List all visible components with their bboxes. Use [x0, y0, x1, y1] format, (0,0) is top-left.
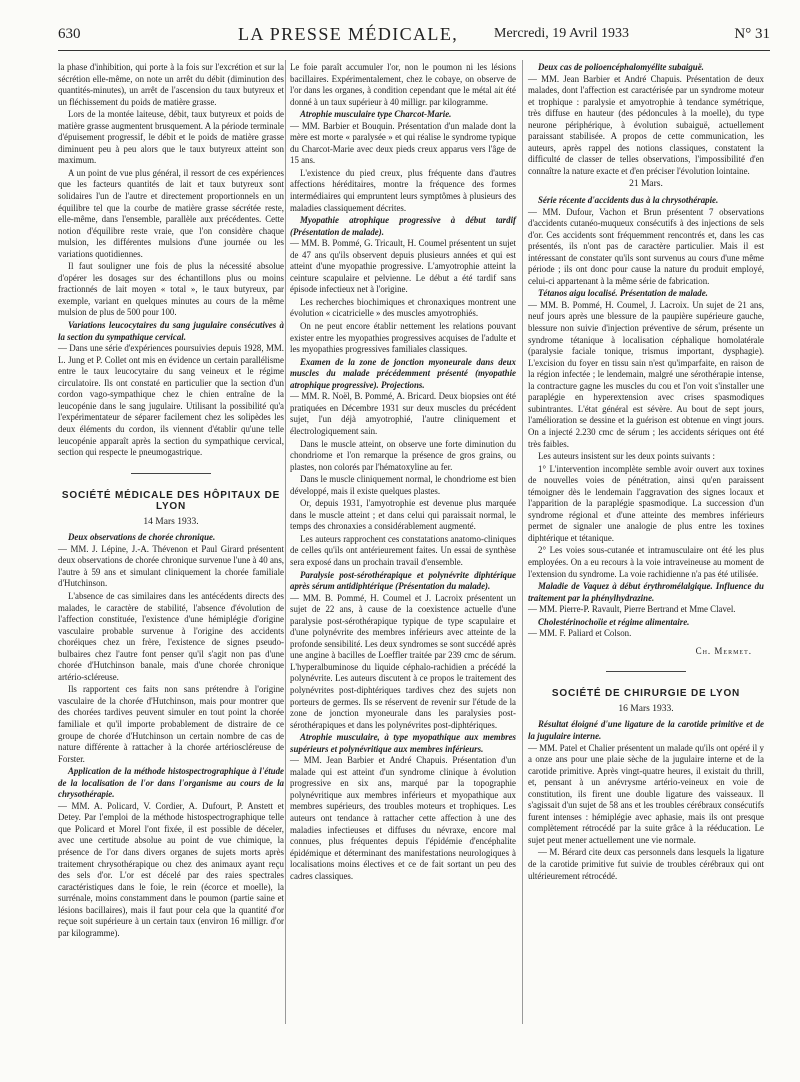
article-heading: Examen de la zone de jonction myoneurale dans deux muscles du malade précédemment présenté (myopathie atrophique progressive). Projections.	[290, 356, 516, 390]
issue-number: N° 31	[734, 26, 770, 42]
article-heading: Atrophie musculaire, à type myopathique aux membres supérieurs et polynévritique aux membres inférieurs.	[290, 732, 516, 754]
paragraph: — MM. J. Lépine, J.-A. Thévenon et Paul Girard présentent deux observations de chorée chronique survenue l'une à 40 ans, l'autre à 59 ans et simulant cliniquement la chorée familiale d'Hutchinson.	[58, 543, 284, 589]
paragraph: — MM. Jean Barbier et André Chapuis. Présentation de deux malades, dont l'affection est caractérisée par un syndrome moteur et trophique : paralysie et amyotrophie à tendance symétrique, très diffuse en hauteur (des pédoncules à la moelle), du type neurone périphérique, à évolution subaiguë, actuellement paraissant stabilisée. A propos de cette communication, les auteurs, après rappel des notions classiques, constatent la difficulté de classer de telles observations, l'impossibilité d'en connaître la nature exacte et d'en préciser l'évolution lointaine.	[528, 73, 764, 176]
session-date: 21 Mars.	[629, 179, 663, 190]
paragraph: Dans le muscle cliniquement normal, le chondriome est bien développé, mais il existe quelques plastes.	[290, 474, 516, 496]
paragraph: Le foie paraît accumuler l'or, non le poumon ni les lésions bacillaires. Expérimentalement, chez le cobaye, on observe de l'or dans les organes, à condition cependant que le métal ait été donné à un taux supérieur à 40 milligr. par kilogramme.	[290, 62, 516, 107]
paragraph: L'absence de cas similaires dans les antécédents directs des malades, le caractère de stabilité, l'absence d'évolution de l'affection constituée, l'existence d'une hémiplégie d'origine vasculaire probable survenue à l'origine des accidents choréiques chez un frère, l'existence de signes pseudo-bulbaires chez l'autre font penser qu'il s'agit non pas d'une chorée d'Hutchinson banale, mais d'une chorée chronique artério-scléreuse.	[58, 590, 284, 682]
paragraph: — MM. Pierre-P. Ravault, Pierre Bertrand et Mme Clavel.	[528, 604, 736, 615]
paragraph: Or, depuis 1931, l'amyotrophie est devenue plus marquée dans le muscle atteint ; et dans celui qui paraissait normal, le temps des chronaxies a considérablement augmenté.	[290, 498, 516, 532]
paragraph: A un point de vue plus général, il ressort de ces expériences que les facteurs quantités de lait et taux butyreux sont solidaires l'un de l'autre et directement proportionnels en un équilibre tel que la courbe de matière grasse sécrétée reste, elle-même, dans l'ensemble, parallèle aux précédentes. Cette notion d'équilibre reste vraie, que l'on considère chaque mulsion, les différentes mulsions d'une journée ou les variations quotidiennes.	[58, 167, 284, 259]
paragraph: — MM. F. Paliard et Colson.	[528, 628, 632, 639]
paragraph: — Dans une série d'expériences poursuivies depuis 1928, MM. L. Jung et P. Collet ont mis en évidence un certain parallélisme entre le taux leucocytaire du sang veineux et le régime circulatoire. Ils ont constaté en particulier que la section d'un cordon vago-sympathique chez le chien entraîne de la leucopénie dans le sang jugulaire. Utilisant la possibilité qu'a l'expérimentateur de séparer facilement chez les solipèdes les deux éléments du cordon, ils viennent d'établir qu'une telle leucopénie apparaît après la section du sympathique cervical, section qui respecte le pneumogastrique.	[58, 343, 284, 458]
session-date: 14 Mars 1933.	[143, 516, 199, 527]
column-3	[528, 62, 764, 883]
paragraph: — MM. B. Pommé, H. Coumel, J. Lacroix. Un sujet de 21 ans, neuf jours après une blessure de la paupière supérieure gauche, blessure non suivie d'injection préventive de sérum, présente un syndrome tétanique à localisation céphalique homolatérale (paralysie faciale tonique, trismus important, dysphagie). L'excision du foyer en tissu sain n'est qu'imparfaite, en raison de la région infectée ; le lendemain, malgré une sérothérapie intense, la contracture gagne les muscles du cou et l'on voit s'installer une paraplégie en hyperextension avec crises spasmodiques subintrantes. L'état général est sévère. Au bout de sept jours, l'amélioration se dessine et la guérison est obtenue en vingt jours. On a injecté 2.230 cmc de sérum ; les accidents sériques ont été très faibles.	[528, 299, 764, 449]
issue-date: Mercredi, 19 Avril 1933	[494, 26, 630, 41]
section-title: SOCIÉTÉ DE CHIRURGIE DE LYON	[551, 688, 741, 700]
paragraph: Ils rapportent ces faits non sans prétendre à l'origine vasculaire de la chorée d'Hutchinson, mais pour montrer que des chorées tardives peuvent simuler en tout point la chorée familiale et qu'il importe probablement de distraire de ce groupe de chorée d'Hutchinson un certain nombre de cas de nature différente à rattacher à la chorée artérioscléreuse de Forster.	[58, 684, 284, 764]
section-separator	[131, 473, 211, 474]
header-rule	[58, 50, 770, 51]
page-number: 630	[58, 26, 81, 42]
column-divider	[522, 60, 523, 1024]
paragraph: 2° Les voies sous-cutanée et intramusculaire ont été les plus employées. On a eu recours à la voie intraveineuse au moment de l'extension du syndrome. La voie rachidienne n'a pas été utilisée.	[528, 545, 764, 579]
section-title: SOCIÉTÉ MÉDICALE DES HÔPITAUX DE LYON	[61, 489, 281, 513]
paragraph: la phase d'inhibition, qui porte à la fois sur l'excrétion et sur la sécrétion elle-même, on note un arrêt du débit (diminution des quantités-minutes), un arrêt de l'ascension du taux butyreux et un fléchissement du poids de matière grasse.	[58, 62, 284, 107]
article-heading: Deux observations de chorée chronique.	[68, 532, 216, 543]
article-heading: Deux cas de polioencéphalomyélite subaiguë.	[538, 62, 704, 72]
article-heading: Myopathie atrophique progressive à début tardif (Présentation de malade).	[290, 215, 516, 237]
paragraph: — MM. Patel et Chalier présentent un malade qu'ils ont opéré il y a onze ans pour une plaie sèche de la jugulaire interne et de la carotide primitive. Après vingt-quatre heures, il existait du thrill, et, pensant à un anévrysme artério-veineux en voie de constitution, ils firent une double ligature des vaisseaux. Il s'agissait d'un sujet de 58 ans et les troubles cérébraux consécutifs furent intenses : hémiplégie avec aphasie, mais ils ont presque complètement rétrocédé par la suite grâce à la rééducation. Le sujet peut mener actuellement une vie normale.	[528, 742, 764, 845]
article-heading: Atrophie musculaire type Charcot-Marie.	[300, 109, 452, 120]
article-heading: Maladie de Vaquez à début érythromélalgique. Influence du traitement par la phénylhydrazine.	[528, 581, 764, 603]
paragraph: Dans le muscle atteint, on observe une forte diminution du chondriome et l'on remarque la présence de gros grains, ou plastes, non colorés par l'hématoxyline au fer.	[290, 438, 516, 472]
paragraph: 1° L'intervention incomplète semble avoir ouvert aux toxines de nouvelles voies de pénétration, ainsi qu'en paraissent témoigner dès le lendemain l'aggravation des signes locaux et l'apparition de la paraplégie spasmodique. La succession d'un syndrome régional et d'une atteinte des membres inférieurs permet de signaler une analogie de plus entre les toxines diphtérique et tétanique.	[528, 463, 764, 543]
author-signature: Ch. Mermet.	[695, 645, 752, 656]
page-header	[58, 20, 770, 50]
column-divider	[285, 60, 286, 1024]
article-heading: Application de la méthode histospectrographique à l'étude de la localisation de l'or dans l'organisme au cours de la chrysothérapie.	[58, 766, 284, 800]
column-1	[58, 62, 284, 940]
paragraph: Lors de la montée laiteuse, débit, taux butyreux et poids de matière grasse augmentent brusquement. A la période terminale d'épuisement progressif, le débit et le poids de matière grasse diminuent peu à peu alors que le taux butyreux atteint son maximum.	[58, 109, 284, 166]
article-heading: Tétanos aigu localisé. Présentation de malade.	[538, 288, 708, 299]
paragraph: Les auteurs rapprochent ces constatations anatomo-cliniques de celles qu'ils ont antérieurement faites. Un essai de synthèse sera exposé dans un prochain travail d'ensemble.	[290, 533, 516, 567]
paragraph: — MM. B. Pommé, H. Coumel et J. Lacroix présentent un sujet de 22 ans, à cause de la coexistence actuelle d'une paralysie post-sérothérapique typique de type scapulaire et d'une polynévrite des membres inférieurs avec atteinte de la profonde sensibilité. Les deux syndromes se sont succédé après une angine à bacilles de Loeffler traitée par 239 cmc de sérum. L'hyperalbuminose du liquide céphalo-rachidien a précédé la polynévrite. Les auteurs discutent à ce propos le traitement des polynévrites post-diphtériques tardives chez des sujets non porteurs de germes. Ils se réservent de revenir sur l'étude de la zone de jonction myoneurale dans les paralysies post-sérothérapiques et dans les polynévrites post-diphtériques.	[290, 592, 516, 730]
article-heading: Résultat éloigné d'une ligature de la carotide primitive et de la jugulaire interne.	[528, 719, 764, 741]
session-date: 16 Mars 1933.	[618, 703, 674, 714]
paragraph: — MM. A. Policard, V. Cordier, A. Dufourt, P. Anstett et Detey. Par l'emploi de la méthode histospectrographique telle que Policard et Morel l'ont fixée, il est possible de déceler, avec une certitude absolue au point de vue chimique, la présence de l'or dans divers organes de sujets morts après traitement chrysothérapique ou chez des animaux ayant reçu des sels d'or. L'or est décelé par des raies spectrales caractéristiques dans le foie, le rein (écorce et moelle), la surrénale, moins constamment dans le poumon (partie saine et lésions bacillaires), mais il faut pour cela que la quantité d'or reçue soit supérieure à un certain taux (environ 16 milligr. d'or par kilogramme).	[58, 800, 284, 938]
paragraph: — MM. Jean Barbier et André Chapuis. Présentation d'un malade qui est atteint d'un syndrome clinique à évolution progressive en six ans, marqué par la topographie polynévritique aux membres inférieurs et myopathique aux membres supérieurs, des troubles moteurs et trophiques. Les auteurs ont tendance à rattacher cette affection à une des maladies infectieuses et diffuses du névraxe, encore mal connues, plus fréquentes depuis l'épidémie d'encéphalite épidémique et déterminant des manifestations neurologiques à localisations moins électives et ce de fait sortant un peu des cadres classiques.	[290, 755, 516, 881]
section-separator	[606, 671, 686, 672]
paragraph: Les auteurs insistent sur les deux points suivants :	[538, 451, 715, 462]
article-heading: Paralysie post-sérothérapique et polynévrite diphtérique après sérum antidiphtérique (Présentation du malade).	[290, 569, 516, 592]
article-heading: Série récente d'accidents dus à la chrysothérapie.	[538, 195, 719, 206]
column-2	[290, 62, 516, 883]
paragraph: L'existence du pied creux, plus fréquente dans d'autres affections héréditaires, montre la fréquence des formes intermédiaires qui empruntent leurs symptômes à plusieurs des maladies classiquement décrites.	[290, 167, 516, 213]
article-heading: Variations leucocytaires du sang jugulaire consécutives à la section du sympathique cervical.	[58, 320, 284, 342]
paragraph: — MM. B. Pommé, G. Tricault, H. Coumel présentent un sujet de 47 ans qu'ils observent depuis plusieurs années et qui est atteint d'une myopathie progressive. L'amyotrophie atteint la ceinture scapulaire et pelvienne. Le début a été tardif sans épisode infectieux net à l'origine.	[290, 238, 516, 295]
paragraph: Il faut souligner une fois de plus la nécessité absolue d'opérer les dosages sur des échantillons plus ou moins fractionnés de lait moyen « total », le taux butyreux, par exemple, variant en quelques minutes au cours de la même mulsion de plus de 500 pour 100.	[58, 261, 284, 318]
article-heading: Cholestérinochoïie et régime alimentaire.	[538, 616, 690, 627]
journal-title: LA PRESSE MÉDICALE,	[238, 24, 459, 44]
paragraph: On ne peut encore établir nettement les relations pouvant exister entre les myopathies progressives acquises de l'adulte et les myopathies progressives familiales classiques.	[290, 321, 516, 355]
paragraph: Les recherches biochimiques et chronaxiques montrent une évolution « cicatricielle » des muscles amyotrophiés.	[290, 296, 516, 319]
paragraph: — MM. Dufour, Vachon et Brun présentent 7 observations d'accidents cutanéo-muqueux consécutifs à des injections de sels d'or. Ces accidents sont fréquemment rencontrés et, dans les cas présentés, ils n'ont pas de caractère particulier. Mais il est intéressant de constater qu'ils sont survenus au cours d'une même période ; ils ont donc pour cause la nature du produit employé, celui-ci appartenant à la même série de fabrication.	[528, 206, 764, 286]
paragraph: — MM. R. Noël, B. Pommé, A. Bricard. Deux biopsies ont été pratiquées en Décembre 1931 sur deux muscles du précédent sujet, l'un déjà amyotrophié, l'autre cliniquement et électrologiquement sain.	[290, 391, 516, 436]
paragraph: — MM. Barbier et Bouquin. Présentation d'un malade dont la mère est morte « paralysée » et qui réalise le syndrome typique du Charcot-Marie avec deux pieds creux apparus vers l'âge de 15 ans.	[290, 120, 516, 166]
paragraph: — M. Bérard cite deux cas personnels dans lesquels la ligature de la carotide primitive fut suivie de troubles cérébraux qui ont ultérieurement rétrocédé.	[528, 847, 764, 881]
